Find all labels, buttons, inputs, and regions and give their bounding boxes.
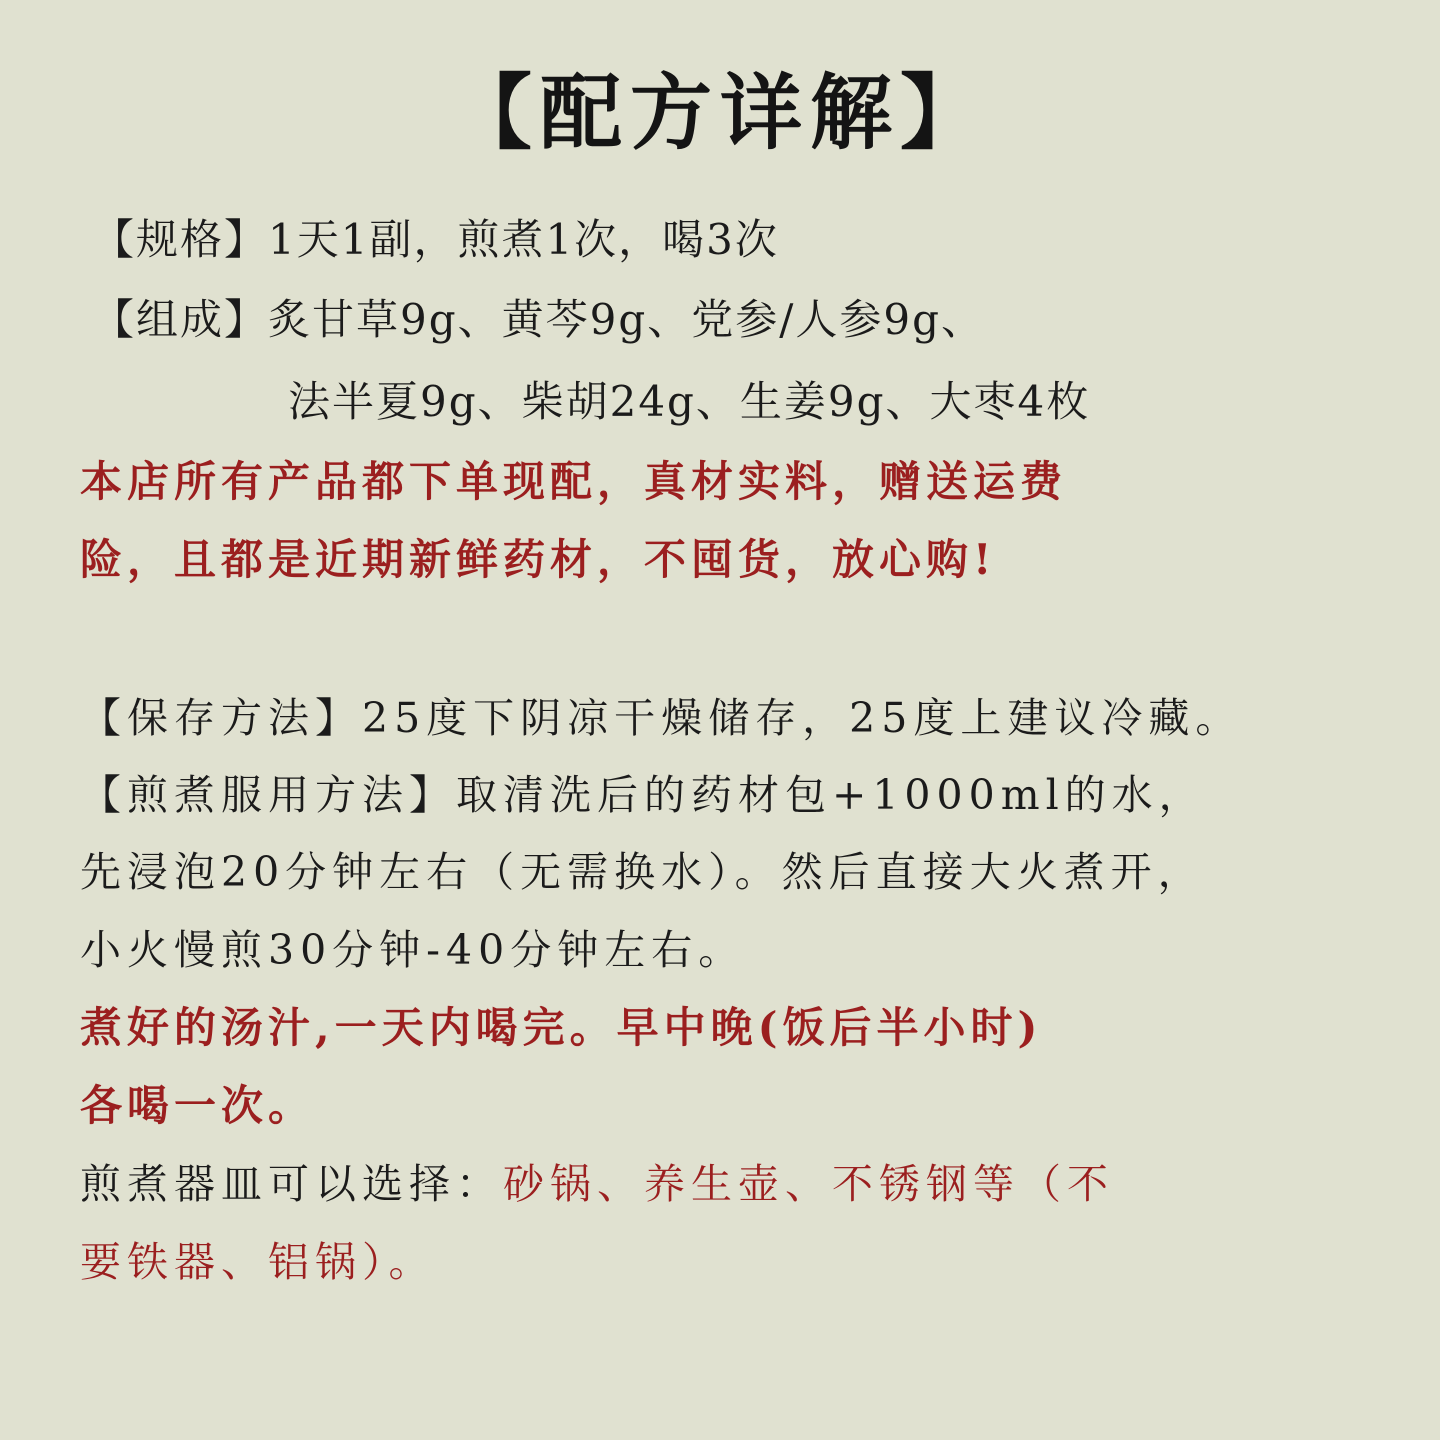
method-line-1: 【煎煮服用方法】取清洗后的药材包+1000ml的水， xyxy=(80,771,1206,819)
storage-line: 【保存方法】25度下阴凉干燥储存，25度上建议冷藏。 xyxy=(80,694,1243,742)
dosage-line-2: 各喝一次。 xyxy=(80,1081,316,1130)
method-line-2: 先浸泡20分钟左右（无需换水）。然后直接大火煮开， xyxy=(80,848,1205,896)
composition-line-2: 法半夏9g、柴胡24g、生姜9g、大枣4枚 xyxy=(288,377,1091,426)
notice-line-2: 险，且都是近期新鲜药材，不囤货，放心购! xyxy=(80,535,997,584)
vessel-prefix: 煎煮器皿可以选择： xyxy=(80,1160,503,1208)
method-line-3: 小火慢煎30分钟-40分钟左右。 xyxy=(80,926,746,974)
vessel-line-1 xyxy=(80,1154,1114,1214)
composition-line-1: 【组成】炙甘草9g、黄芩9g、党参/人参9g、 xyxy=(92,295,985,344)
vessel-options: 砂锅、养生壶、不锈钢等（不 xyxy=(503,1160,1114,1208)
page-title: 【配方详解】 xyxy=(449,65,990,161)
spec-line: 【规格】1天1副，煎煮1次，喝3次 xyxy=(92,215,779,264)
notice-line-1: 本店所有产品都下单现配，真材实料，赠送运费 xyxy=(80,457,1068,506)
vessel-line-2: 要铁器、铝锅）。 xyxy=(80,1238,436,1286)
dosage-line-1: 煮好的汤汁,一天内喝完。早中晚(饭后半小时) xyxy=(80,1003,1043,1052)
